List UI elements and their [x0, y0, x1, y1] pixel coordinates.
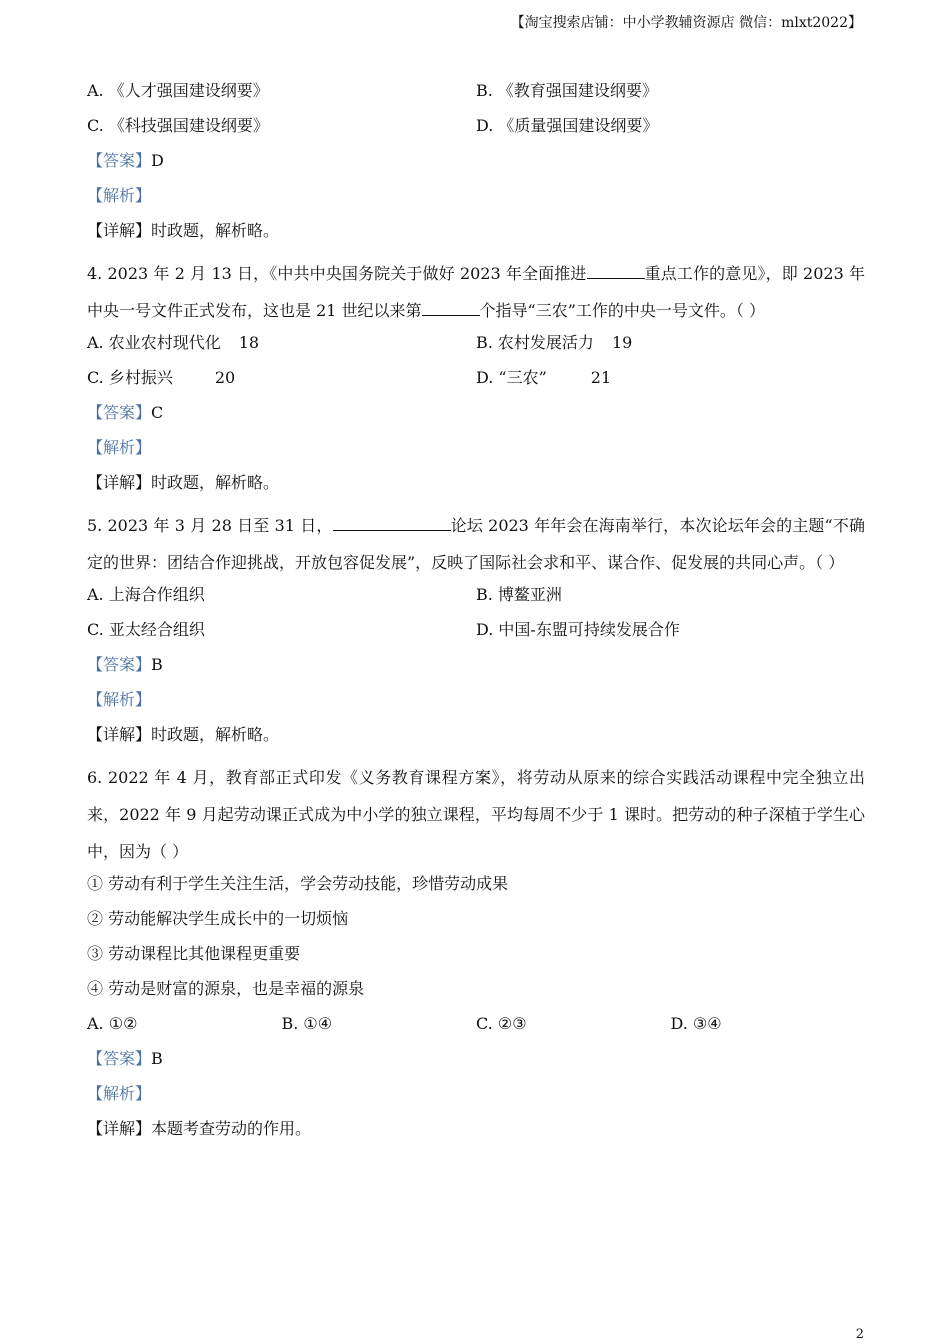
q5-detail-text: 时政题，解析略。 [151, 725, 280, 744]
q4-options-row-1 [87, 332, 865, 367]
q3-detail [87, 220, 865, 255]
q6-answer-value: B [151, 1049, 163, 1068]
q5-option-a: A. 上海合作组织 [87, 585, 205, 604]
q5-option-c: C. 亚太经合组织 [87, 620, 205, 639]
page-header: 【淘宝搜索店铺：中小学教辅资源店 微信：mlxt2022】 [510, 15, 862, 31]
q3-answer-value: D [151, 151, 164, 170]
q3-analysis [87, 185, 865, 220]
q6-answer: 【答案】B [87, 1049, 163, 1068]
answer-label: 【答案】 [87, 151, 152, 170]
q5-option-b: B. 博鳌亚洲 [476, 585, 562, 604]
q3-option-a: A. 《人才强国建设纲要》 [87, 81, 269, 100]
q3-option-c: C. 《科技强国建设纲要》 [87, 116, 269, 135]
q4-answer: 【答案】C [87, 403, 164, 422]
q4-detail: 【详解】时政题，解析略。 [87, 473, 280, 492]
q4-analysis: 【解析】 [87, 438, 152, 457]
q6-statement-4: ④ 劳动是财富的源泉，也是幸福的源泉 [87, 979, 365, 998]
q6-statement-2: ② 劳动能解决学生成长中的一切烦恼 [87, 909, 349, 928]
q3-options-row-2 [87, 115, 865, 150]
q4-answer-value: C [151, 403, 164, 422]
q6-option-a: A. ①② [87, 1014, 138, 1033]
q3-option-b: B. 《教育强国建设纲要》 [476, 81, 658, 100]
q4-option-b: B. 农村发展活力 19 [476, 333, 633, 352]
q6-option-d: D. ③④ [670, 1014, 722, 1033]
q6-option-c: C. ②③ [476, 1014, 527, 1033]
q3-option-d: D. 《质量强国建设纲要》 [476, 116, 659, 135]
page-number: 2 [855, 1327, 864, 1342]
analysis-label: 【解析】 [87, 186, 152, 205]
q3-answer [87, 150, 865, 185]
q6-detail: 【详解】本题考查劳动的作用。 [87, 1119, 312, 1138]
q4-blank-1 [587, 262, 645, 279]
q4-detail-text: 时政题，解析略。 [151, 473, 280, 492]
q3-options-row-1 [87, 80, 865, 115]
q3-detail-text: 时政题，解析略。 [151, 221, 280, 240]
q4-options-row-2 [87, 367, 865, 402]
q5-options-row-2 [87, 619, 865, 654]
q6-analysis: 【解析】 [87, 1084, 152, 1103]
q6-statement-3: ③ 劳动课程比其他课程更重要 [87, 944, 301, 963]
q6-detail-text: 本题考查劳动的作用。 [151, 1119, 312, 1138]
q6-stem: 6. 2022 年 4 月，教育部正式印发《义务教育课程方案》，将劳动从原来的综合实践活动课程中完全独立出来，2022 年 9 月起劳动课正式成为中小学的独立课程，平均每周不少于 1 课时。把劳动的种子深植于学生心中，因为（ ） [87, 768, 865, 861]
q6-statement-1: ① 劳动有利于学生关注生活，学会劳动技能，珍惜劳动成果 [87, 874, 509, 893]
detail-label: 【详解】 [87, 221, 152, 240]
q5-option-d: D. 中国-东盟可持续发展合作 [476, 620, 680, 639]
q6-option-b: B. ①④ [281, 1014, 333, 1033]
q5-stem: 5. 2023 年 3 月 28 日至 31 日， 论坛 2023 年年会在海南举行，本次论坛年会的主题“不确定的世界：团结合作迎挑战，开放包容促发展”，反映了国际社会求和平、谋合作、促发展的共同心声。（ ） [87, 516, 865, 572]
q4-option-a: A. 农业农村现代化 18 [87, 333, 260, 352]
q4-option-d: D. “三农” 21 [476, 368, 612, 387]
q5-blank [333, 514, 451, 531]
q5-options-row-1 [87, 584, 865, 619]
q5-answer: 【答案】B [87, 655, 163, 674]
q4-blank-2 [422, 299, 480, 316]
q4-stem: 4. 2023 年 2 月 13 日，《中共中央国务院关于做好 2023 年全面推进 重点工作的意见》，即 2023 年中央一号文件正式发布，这也是 21 世纪以来第 个指导“三农”工作的中央一号文件。（ ） [87, 264, 865, 320]
q5-detail: 【详解】时政题，解析略。 [87, 725, 280, 744]
q6-options-row [87, 1013, 865, 1048]
q4-option-c: C. 乡村振兴 20 [87, 368, 236, 387]
document-body [87, 80, 865, 1153]
q5-analysis: 【解析】 [87, 690, 152, 709]
q5-answer-value: B [151, 655, 163, 674]
